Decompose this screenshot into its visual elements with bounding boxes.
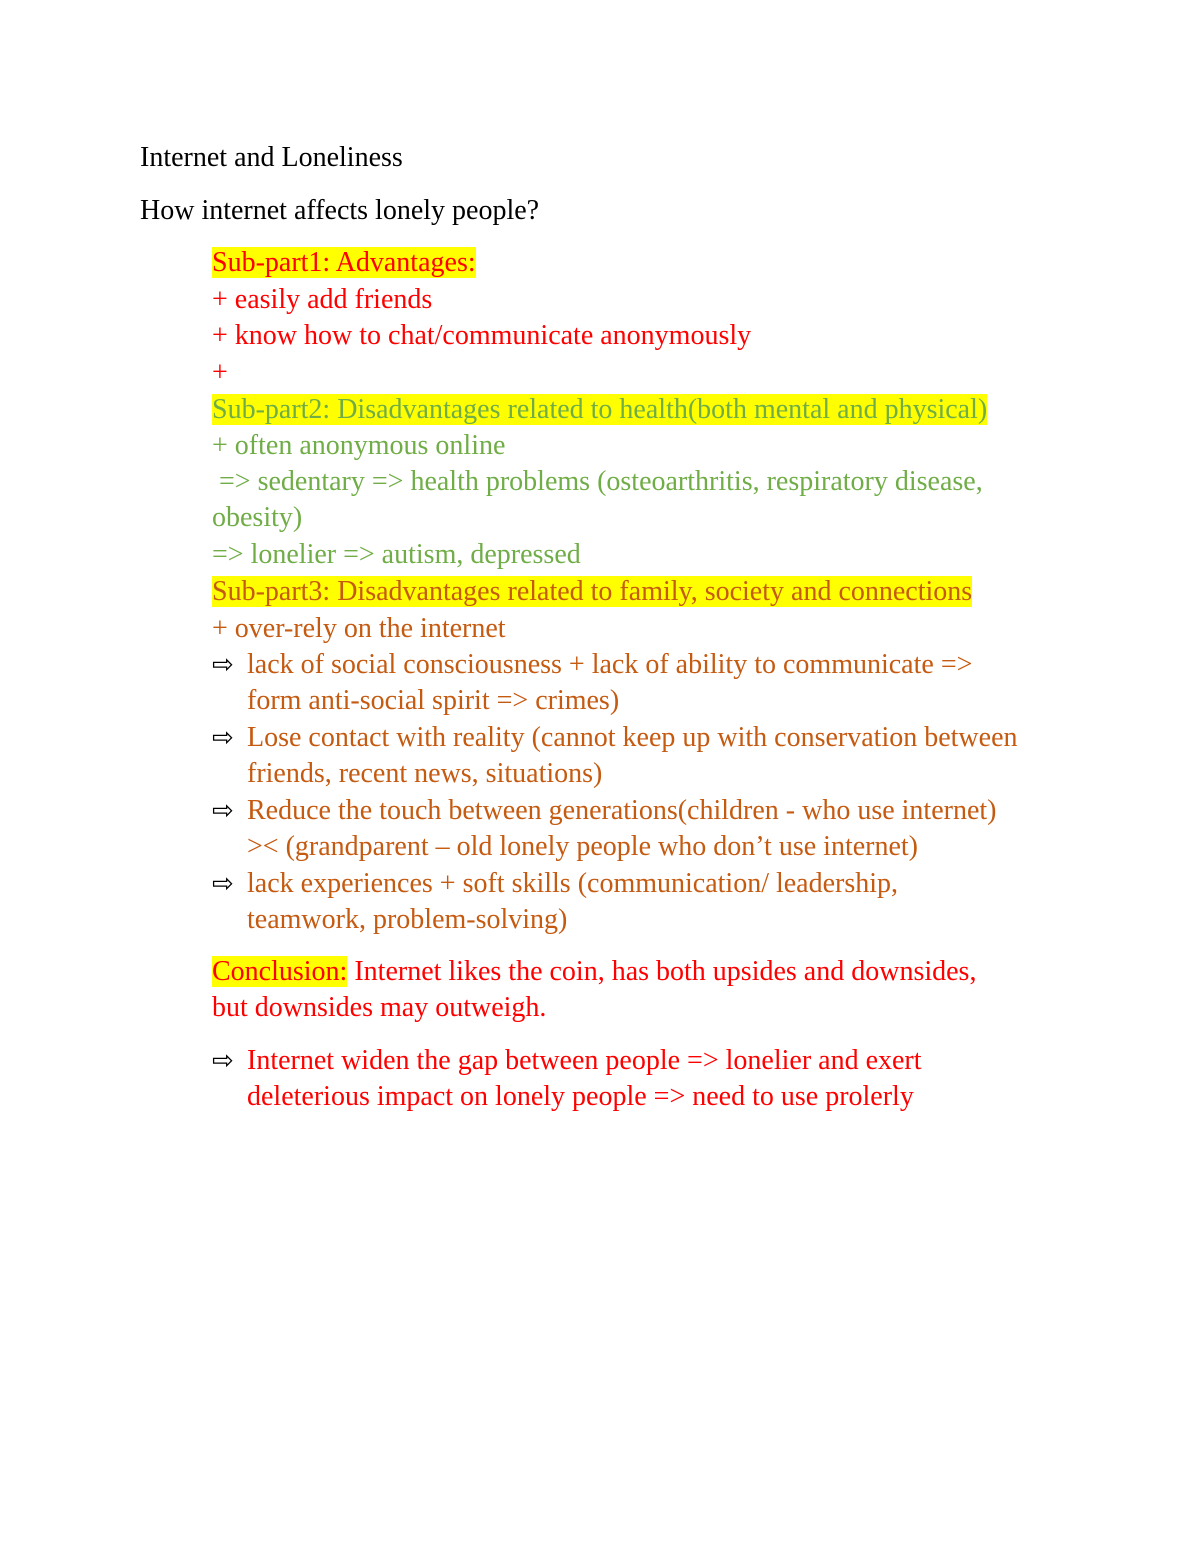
subpart3-bullet-continued: friends, recent news, situations) — [247, 758, 603, 789]
subpart3-item: + over-rely on the internet — [212, 613, 506, 644]
arrow-bullet-icon: ⇨ — [212, 650, 234, 680]
subpart3-bullet: lack experiences + soft skills (communication/ leadership, — [247, 868, 899, 899]
arrow-bullet-icon: ⇨ — [212, 869, 234, 899]
subpart2-heading-text: Sub-part2: Disadvantages related to health(both mental and physical) — [212, 394, 988, 425]
conclusion-bullet: Internet widen the gap between people => lonelier and exert — [247, 1045, 922, 1076]
subpart3-bullet-continued: teamwork, problem-solving) — [247, 904, 568, 935]
subpart3-bullet: Reduce the touch between generations(children - who use internet) — [247, 795, 997, 826]
document-title: Internet and Loneliness — [140, 142, 403, 173]
subpart3-heading-text: Sub-part3: Disadvantages related to family, society and connections — [212, 576, 973, 607]
subpart1-item: + know how to chat/communicate anonymously — [212, 320, 752, 351]
subpart2-item-continued: obesity) — [212, 502, 303, 533]
subpart3-bullet: Lose contact with reality (cannot keep up with conservation between — [247, 722, 1018, 753]
arrow-bullet-icon: ⇨ — [212, 796, 234, 826]
subpart2-item: => lonelier => autism, depressed — [212, 539, 581, 570]
subpart2-item: => sedentary => health problems (osteoarthritis, respiratory disease, — [212, 466, 983, 497]
subpart3-bullet-continued: >< (grandparent – old lonely people who don’t use internet) — [247, 831, 919, 862]
subpart1-heading — [212, 245, 476, 281]
conclusion-text: Internet likes the coin, has both upsides and downsides, — [347, 956, 977, 987]
subpart1-item: + easily add friends — [212, 284, 433, 315]
conclusion-line — [212, 954, 976, 990]
conclusion-bullet-continued: deleterious impact on lonely people => need to use prolerly — [247, 1081, 914, 1112]
subpart3-bullet-continued: form anti-social spirit => crimes) — [247, 685, 620, 716]
subpart2-heading — [212, 392, 987, 428]
arrow-bullet-icon: ⇨ — [212, 723, 234, 753]
subpart1-item: + — [212, 357, 228, 388]
subpart3-bullet: lack of social consciousness + lack of ability to communicate => — [247, 649, 973, 680]
arrow-bullet-icon: ⇨ — [212, 1046, 234, 1076]
document-question: How internet affects lonely people? — [140, 195, 540, 226]
conclusion-text-continued: but downsides may outweigh. — [212, 992, 547, 1023]
subpart2-item: + often anonymous online — [212, 430, 506, 461]
subpart1-heading-text: Sub-part1: Advantages: — [212, 247, 476, 278]
subpart3-heading — [212, 574, 972, 610]
conclusion-label: Conclusion: — [212, 956, 348, 987]
